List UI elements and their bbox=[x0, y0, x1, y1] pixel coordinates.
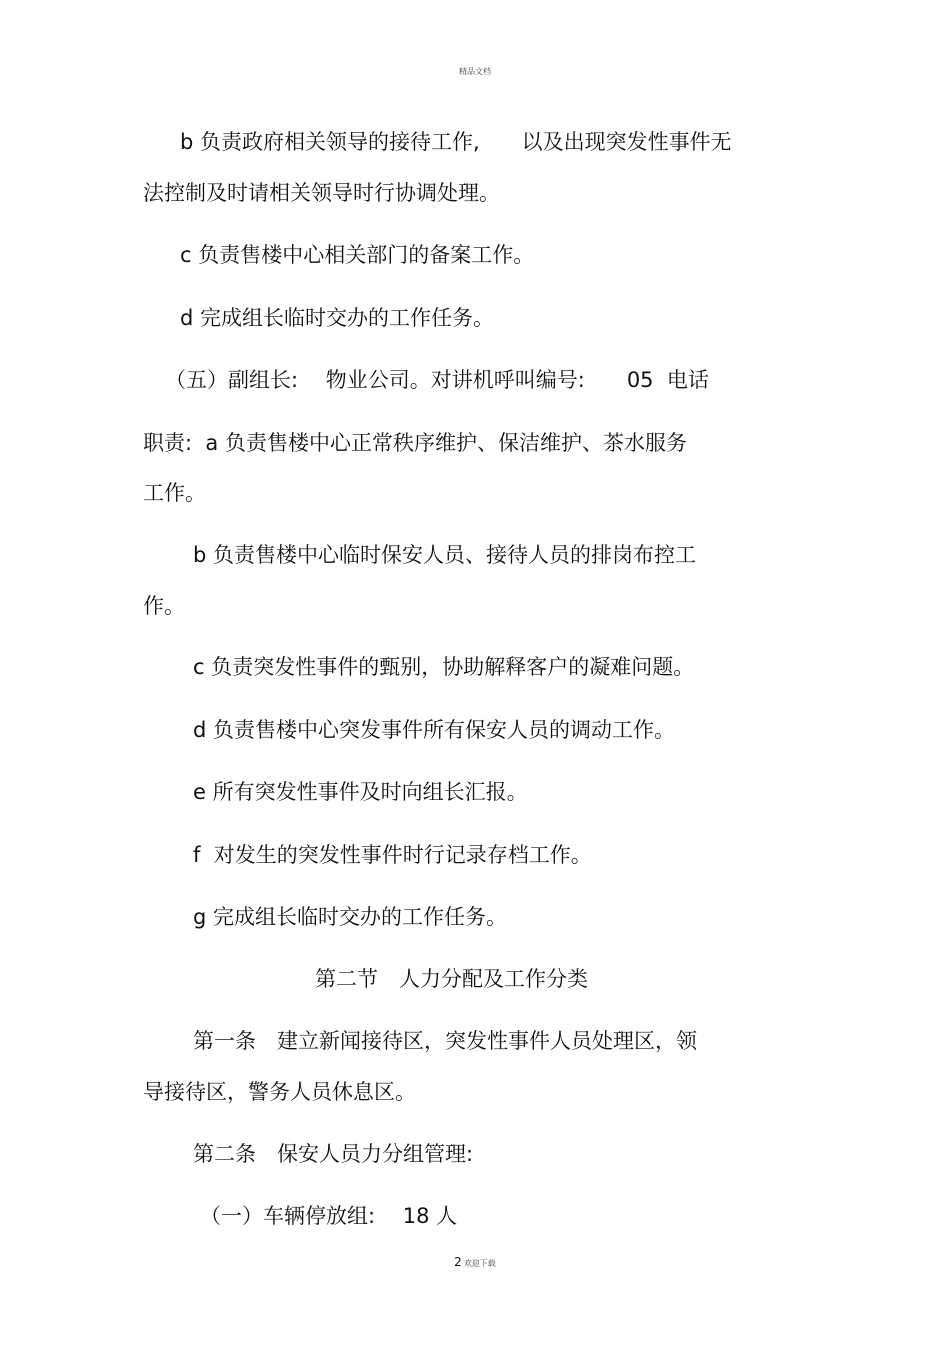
footer-text: 欢迎下载 bbox=[463, 1259, 496, 1268]
page-number: 2 bbox=[454, 1255, 462, 1269]
text-line-duties-g: g 完成组长临时交办的工作任务。 bbox=[193, 905, 508, 929]
section-heading: 第二节 人力分配及工作分类 bbox=[315, 967, 588, 991]
text-line-continuation: 法控制及时请相关领导时行协调处理。 bbox=[143, 181, 500, 205]
text-line-d-leader-duty: d 完成组长临时交办的工作任务。 bbox=[180, 306, 495, 330]
text-line-continuation: 导接待区，警务人员休息区。 bbox=[143, 1080, 416, 1104]
text-line-c-leader-duty: c 负责售楼中心相关部门的备案工作。 bbox=[180, 243, 535, 267]
text-line-duties-a: 职责: a 负责售楼中心正常秩序维护、保洁维护、茶水服务 bbox=[143, 431, 687, 455]
text-line-duties-d: d 负责售楼中心突发事件所有保安人员的调动工作。 bbox=[193, 718, 676, 742]
page-header-watermark: 精品文档 bbox=[459, 67, 491, 76]
text-line-duties-b: b 负责售楼中心临时保安人员、接待人员的排岗布控工 bbox=[193, 543, 697, 567]
text-line-duties-c: c 负责突发性事件的甄别，协助解释客户的凝难问题。 bbox=[193, 655, 695, 679]
text-line-b-leader-duty: b 负责政府相关领导的接待工作, 以及出现突发性事件无 bbox=[180, 130, 732, 154]
text-line-continuation: 作。 bbox=[143, 594, 185, 618]
text-line-deputy-leader: （五）副组长: 物业公司。对讲机呼叫编号: 05 电话 bbox=[165, 368, 709, 392]
text-line-continuation: 工作。 bbox=[143, 481, 206, 505]
text-line-article-2: 第二条 保安人员力分组管理: bbox=[193, 1142, 474, 1166]
text-line-duties-f: f 对发生的突发性事件时行记录存档工作。 bbox=[193, 843, 592, 867]
text-line-duties-e: e 所有突发性事件及时向组长汇报。 bbox=[193, 780, 528, 804]
page-footer bbox=[0, 1255, 950, 1269]
text-line-vehicle-group: （一）车辆停放组: 18 人 bbox=[200, 1204, 458, 1228]
text-line-article-1: 第一条 建立新闻接待区，突发性事件人员处理区，领 bbox=[193, 1029, 697, 1053]
